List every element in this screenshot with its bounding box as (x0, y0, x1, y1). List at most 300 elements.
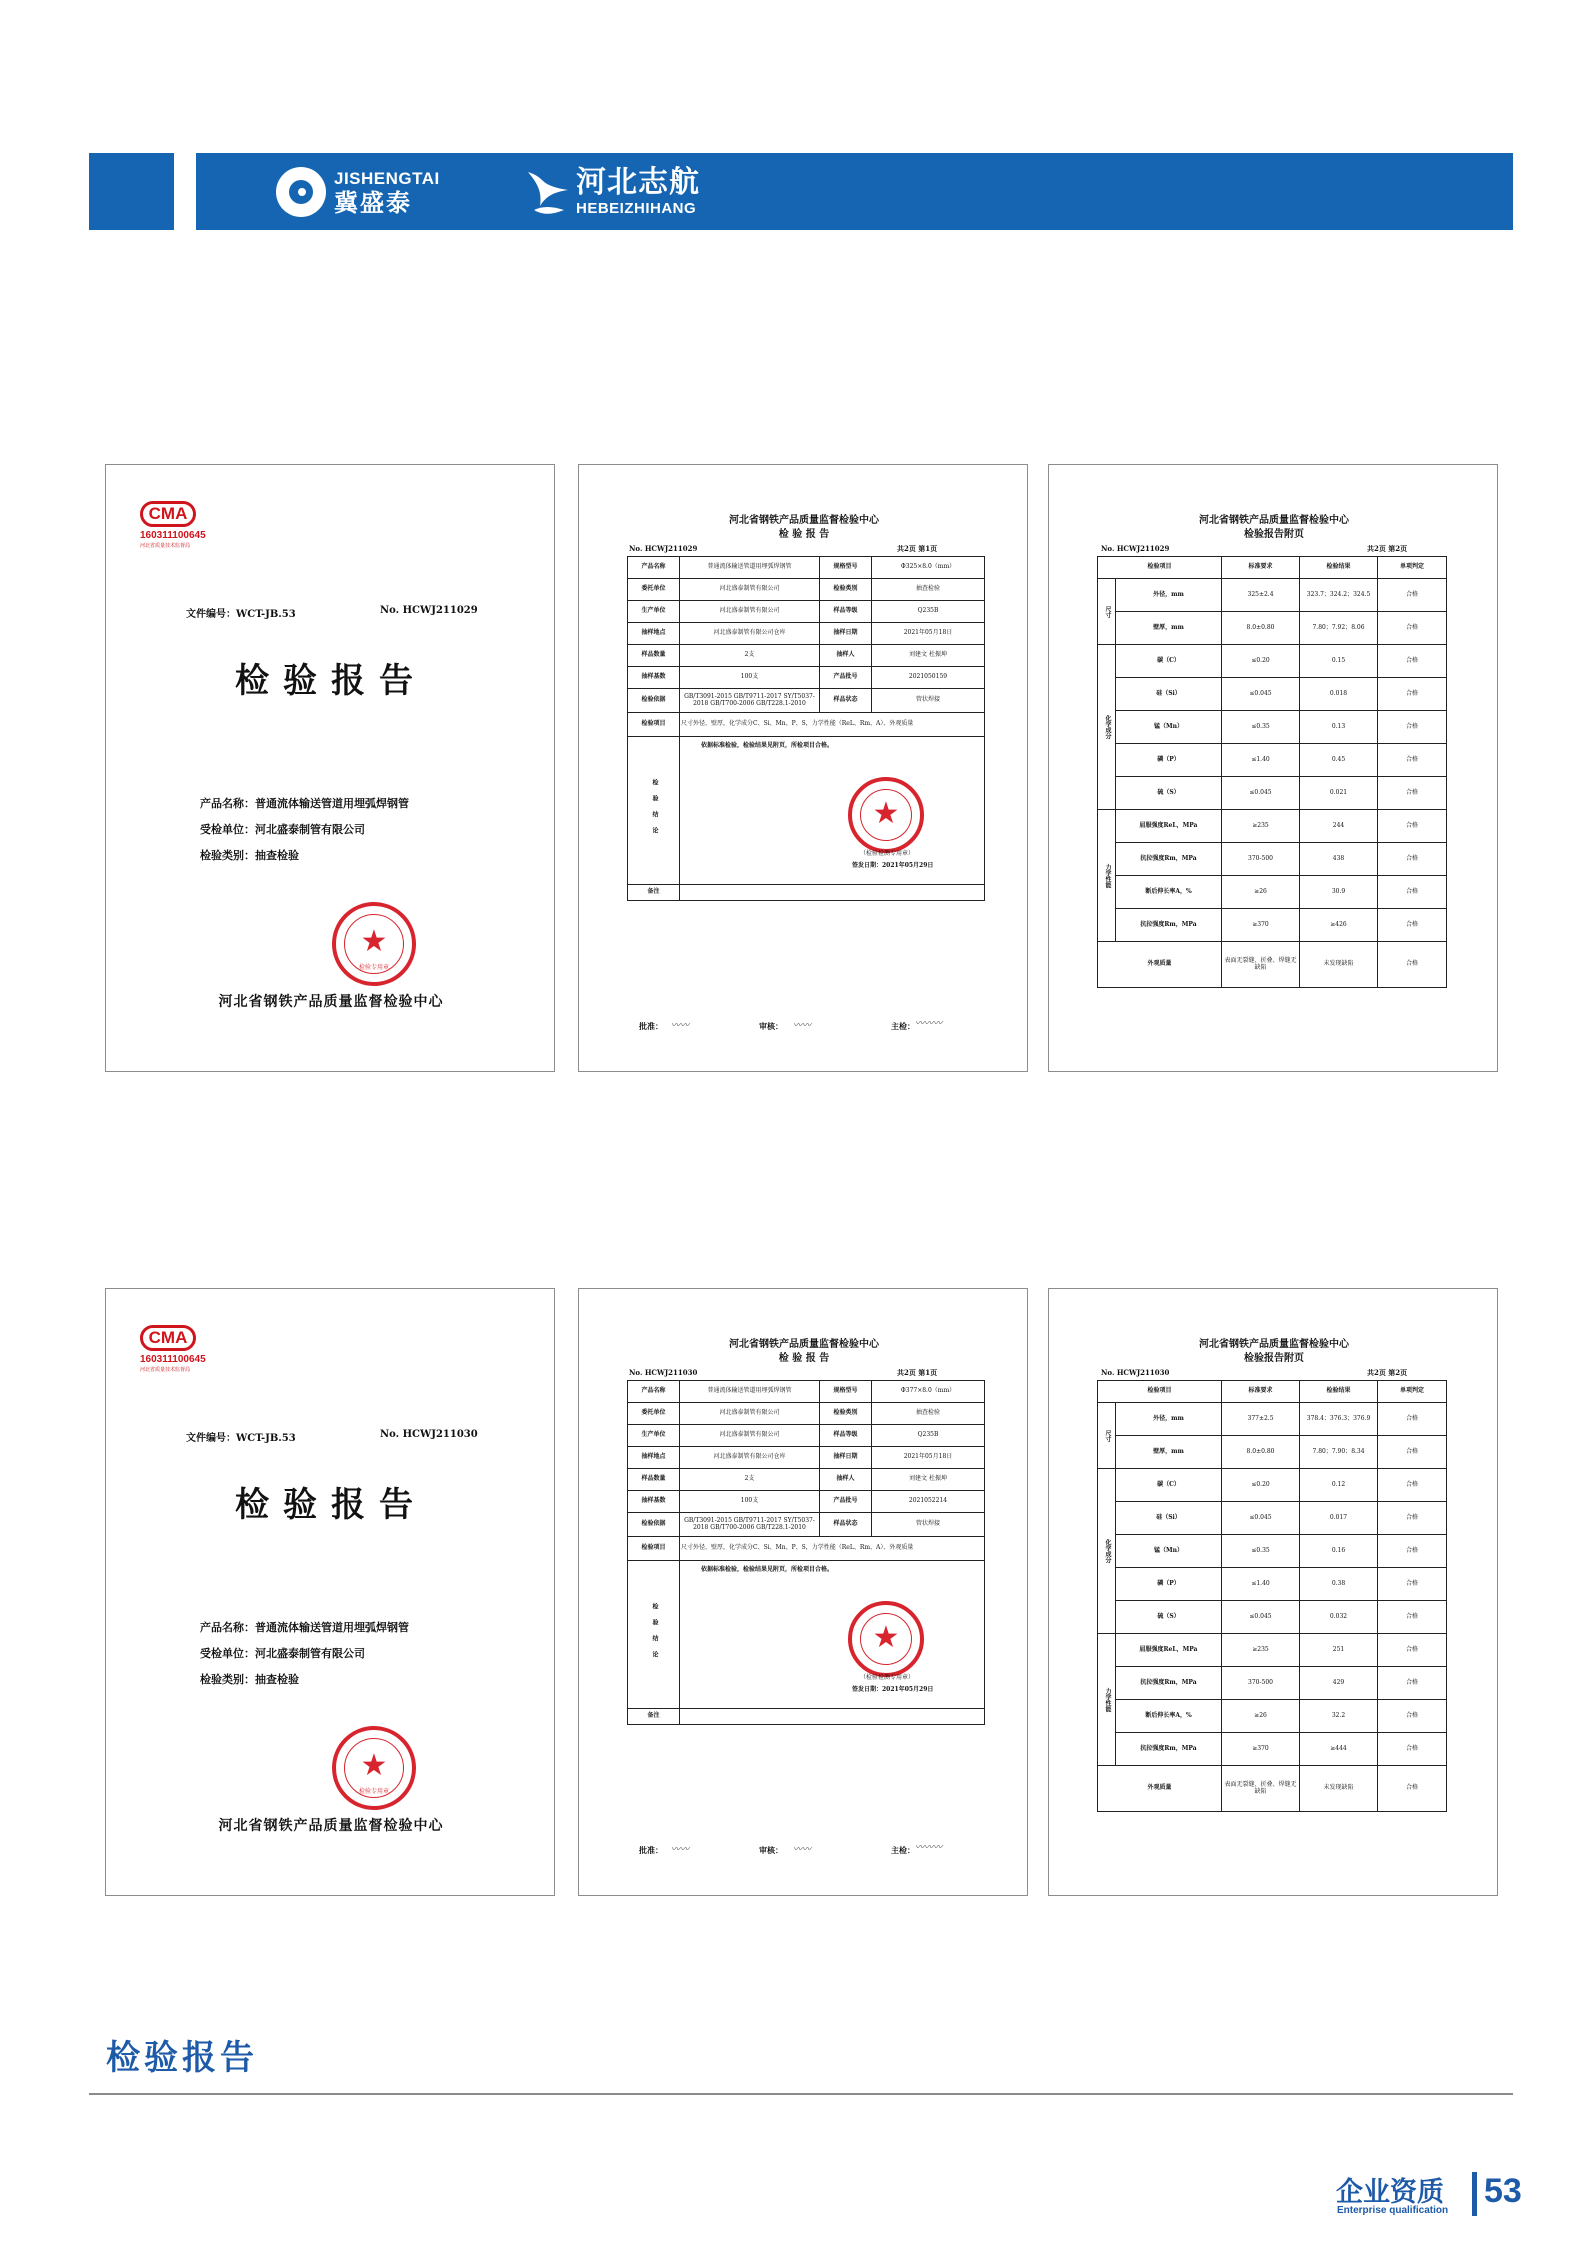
annex-row (1098, 711, 1447, 744)
field-value: Φ325×8.0（mm） (872, 557, 985, 579)
page-indicator: 共2页 第1页 (897, 544, 938, 553)
annex-result: 未发现缺陷 (1300, 1766, 1378, 1812)
annex-group-label: 尺寸 (1098, 579, 1116, 645)
annex-item: 锰（Mn） (1116, 1535, 1222, 1568)
annex-row (1098, 777, 1447, 810)
annex-result: 0.38 (1300, 1568, 1378, 1601)
report-title: 检 验 报 告 (778, 1353, 830, 1364)
inspector-label: 主检： (891, 1021, 915, 1031)
annex-row (1098, 1601, 1447, 1634)
annex-verdict: 合格 (1378, 1568, 1447, 1601)
approver-signature: 〰〰 (671, 1845, 690, 1855)
annex-standard: 377±2.5 (1222, 1403, 1300, 1436)
field-value: 管状焊接 (872, 689, 985, 713)
jishengtai-logo (276, 165, 440, 219)
field-value: 普通流体输送管道用埋弧焊钢管 (680, 1381, 820, 1403)
reviewer-label: 审核： (759, 1845, 783, 1855)
field-value: 河北盛泰制管有限公司仓库 (680, 623, 820, 645)
annex-item: 壁厚，mm (1116, 612, 1222, 645)
annex-number: No. HCWJ211029 (1101, 544, 1170, 553)
field-value: 刘建文 杜振坤 (872, 645, 985, 667)
field-label: 规格型号 (820, 1381, 872, 1403)
cma-issuer: 河北省质量技术监督局 (140, 543, 191, 549)
annex-org: 河北省钢铁产品质量监督检验中心 (1199, 1339, 1349, 1350)
annex-row (1098, 1568, 1447, 1601)
approver-signature: 〰〰 (671, 1021, 690, 1031)
annex-group-label: 尺寸 (1098, 1403, 1116, 1469)
header-band (196, 153, 1513, 230)
annex-row (1098, 843, 1447, 876)
annex-standard: ≥235 (1222, 1634, 1300, 1667)
field-value: GB/T3091-2015 GB/T9711-2017 SY/T5037-2018 GB/T700-2006 GB/T228.1-2010 (680, 689, 820, 713)
annex-result: 323.7；324.2；324.5 (1300, 579, 1378, 612)
cma-issuer: 河北省质量技术监督局 (140, 1367, 191, 1373)
annex-table (1097, 556, 1447, 988)
annex-verdict: 合格 (1378, 744, 1447, 777)
annex-verdict: 合格 (1378, 645, 1447, 678)
annex-group-label: 化学成分 (1098, 1469, 1116, 1634)
field-value: 100支 (680, 1491, 820, 1513)
annex-result: 378.4；376.3；376.9 (1300, 1403, 1378, 1436)
field-value: 100支 (680, 667, 820, 689)
field-label: 检验依据 (628, 689, 680, 713)
annex-standard: ≤0.20 (1222, 645, 1300, 678)
annex-item: 锰（Mn） (1116, 711, 1222, 744)
field-value: 刘建文 杜振坤 (872, 1469, 985, 1491)
official-seal-icon: ★ (848, 777, 924, 853)
annex-verdict: 合格 (1378, 843, 1447, 876)
client-unit: 受检单位：河北盛泰制管有限公司 (200, 823, 365, 836)
annex-row (1098, 1535, 1447, 1568)
field-value: Φ377×8.0（mm） (872, 1381, 985, 1403)
report-row (628, 1403, 985, 1425)
report-cover-card (105, 1288, 555, 1896)
annex-result: 429 (1300, 1667, 1378, 1700)
annex-item: 外观质量 (1098, 942, 1222, 988)
report-row (628, 667, 985, 689)
report-title: 检 验 报 告 (778, 529, 830, 540)
conclusion-text: 依据标准检验，检验结果见附页，所检项目合格。 (701, 1566, 834, 1573)
field-label: 检验依据 (628, 1513, 680, 1537)
annex-verdict: 合格 (1378, 711, 1447, 744)
official-seal-icon: ★ (848, 1601, 924, 1677)
report-row (628, 1469, 985, 1491)
field-label: 产品批号 (820, 667, 872, 689)
annex-verdict: 合格 (1378, 1535, 1447, 1568)
annex-item: 抗拉强度Rm，MPa (1116, 843, 1222, 876)
annex-item: 断后伸长率A，% (1116, 876, 1222, 909)
annex-title: 检验报告附页 (1244, 529, 1304, 540)
annex-verdict: 合格 (1378, 1502, 1447, 1535)
annex-page-indicator: 共2页 第2页 (1367, 1368, 1408, 1377)
approver-label: 批准： (639, 1021, 663, 1031)
field-value: 河北盛泰制管有限公司 (680, 1425, 820, 1447)
annex-result: 438 (1300, 843, 1378, 876)
report-row (628, 645, 985, 667)
page-indicator: 共2页 第1页 (897, 1368, 938, 1377)
annex-item: 外径，mm (1116, 1403, 1222, 1436)
conclusion-text: 依据标准检验，检验结果见附页，所检项目合格。 (701, 742, 834, 749)
report-row (628, 1381, 985, 1403)
annex-item: 抗拉强度Rm，MPa (1116, 1733, 1222, 1766)
report-row (628, 713, 985, 737)
annex-item: 碳（C） (1116, 645, 1222, 678)
footer-label-cn: 企业资质 (1336, 2177, 1444, 2208)
field-value: 2021年05月18日 (872, 623, 985, 645)
field-value: 普通流体输送管道用埋弧焊钢管 (680, 557, 820, 579)
annex-result: 0.15 (1300, 645, 1378, 678)
annex-row (1098, 612, 1447, 645)
annex-result: 0.45 (1300, 744, 1378, 777)
cma-number: 160311100645 (140, 530, 206, 541)
annex-appearance-row (1098, 942, 1447, 988)
official-seal-icon: ★ 检验专用章 (332, 1726, 416, 1810)
field-label: 抽样地点 (628, 623, 680, 645)
issuing-organization: 河北省钢铁产品质量监督检验中心 (218, 994, 444, 1010)
report-table (627, 1380, 985, 1725)
field-value: 河北盛泰制管有限公司 (680, 1403, 820, 1425)
inspector-signature: 〰〰〰 (915, 1843, 943, 1853)
field-label: 样品等级 (820, 601, 872, 623)
file-number: 文件编号：WCT-JB.53 (186, 609, 296, 620)
annex-item: 屈服强度ReL，MPa (1116, 810, 1222, 843)
conclusion-label: 检验结论 (628, 737, 680, 885)
header-accent-block (89, 153, 174, 230)
annex-appearance-row (1098, 1766, 1447, 1812)
annex-verdict: 合格 (1378, 1733, 1447, 1766)
report-row (628, 689, 985, 713)
field-value: 2021052214 (872, 1491, 985, 1513)
cover-title: 检验报告 (235, 1485, 427, 1525)
sign-date: 签发日期：2021年05月29日 (852, 862, 934, 869)
product-name: 产品名称：普通流体输送管道用埋弧焊钢管 (200, 797, 409, 810)
field-label: 抽样日期 (820, 623, 872, 645)
annex-result: 7.80；7.92；8.06 (1300, 612, 1378, 645)
annex-item: 外观质量 (1098, 1766, 1222, 1812)
annex-result: 0.032 (1300, 1601, 1378, 1634)
annex-page-indicator: 共2页 第2页 (1367, 544, 1408, 553)
field-value: 管状焊接 (872, 1513, 985, 1537)
annex-table (1097, 1380, 1447, 1812)
file-number: 文件编号：WCT-JB.53 (186, 1433, 296, 1444)
annex-standard: 325±2.4 (1222, 579, 1300, 612)
annex-header: 单项判定 (1378, 557, 1447, 579)
inspector-signature: 〰〰〰 (915, 1019, 943, 1029)
annex-result: 0.018 (1300, 678, 1378, 711)
cma-mark (140, 501, 206, 549)
annex-title: 检验报告附页 (1244, 1353, 1304, 1364)
annex-result: 0.16 (1300, 1535, 1378, 1568)
annex-verdict: 合格 (1378, 777, 1447, 810)
annex-verdict: 合格 (1378, 1667, 1447, 1700)
jishengtai-logo-en: JISHENGTAI (334, 168, 440, 188)
annex-result: 30.9 (1300, 876, 1378, 909)
field-label: 样品等级 (820, 1425, 872, 1447)
annex-row (1098, 1436, 1447, 1469)
footer-label-en: Enterprise qualification (1337, 2205, 1449, 2216)
annex-row (1098, 1667, 1447, 1700)
field-value: 抽查检验 (872, 579, 985, 601)
approver-label: 批准： (639, 1845, 663, 1855)
field-label: 抽样基数 (628, 1491, 680, 1513)
hebeizhihang-logo-cn: 河北志航 (576, 165, 700, 200)
remarks-cell (680, 885, 985, 901)
annex-standard: 8.0±0.80 (1222, 1436, 1300, 1469)
page-number: 53 (1484, 2172, 1522, 2210)
remarks-label: 备注 (628, 1709, 680, 1725)
report-number: No. HCWJ211029 (629, 544, 698, 553)
report-main-card (578, 1288, 1028, 1896)
field-label: 样品数量 (628, 1469, 680, 1491)
field-label: 抽样基数 (628, 667, 680, 689)
annex-verdict: 合格 (1378, 1766, 1447, 1812)
annex-result: 0.13 (1300, 711, 1378, 744)
field-label: 抽样地点 (628, 1447, 680, 1469)
annex-item: 抗拉强度Rm，MPa (1116, 1667, 1222, 1700)
report-row (628, 579, 985, 601)
field-value: 河北盛泰制管有限公司仓库 (680, 1447, 820, 1469)
conclusion-cell (680, 1561, 985, 1709)
annex-item: 磷（P） (1116, 1568, 1222, 1601)
annex-verdict: 合格 (1378, 1601, 1447, 1634)
field-value: 2021年05月18日 (872, 1447, 985, 1469)
annex-verdict: 合格 (1378, 1436, 1447, 1469)
remarks-cell (680, 1709, 985, 1725)
field-value: 2支 (680, 645, 820, 667)
annex-header: 标准要求 (1222, 1381, 1300, 1403)
annex-verdict: 合格 (1378, 612, 1447, 645)
annex-row (1098, 1502, 1447, 1535)
annex-standard: ≤1.40 (1222, 744, 1300, 777)
annex-result: 7.80；7.90；8.34 (1300, 1436, 1378, 1469)
annex-header: 检验项目 (1098, 557, 1222, 579)
report-org: 河北省钢铁产品质量监督检验中心 (729, 515, 879, 526)
field-label: 检验类别 (820, 1403, 872, 1425)
annex-item: 抗拉强度Rm，MPa (1116, 909, 1222, 942)
annex-header: 标准要求 (1222, 557, 1300, 579)
cma-logo-icon: CMA (140, 501, 196, 527)
issuing-organization: 河北省钢铁产品质量监督检验中心 (218, 1818, 444, 1834)
report-row (628, 557, 985, 579)
annex-number: No. HCWJ211030 (1101, 1368, 1170, 1377)
annex-row (1098, 1403, 1447, 1436)
annex-result: 0.017 (1300, 1502, 1378, 1535)
reviewer-signature: 〰〰 (793, 1021, 812, 1031)
field-value: 2支 (680, 1469, 820, 1491)
annex-standard: ≥26 (1222, 1700, 1300, 1733)
report-row (628, 1425, 985, 1447)
annex-verdict: 合格 (1378, 942, 1447, 988)
annex-verdict: 合格 (1378, 1634, 1447, 1667)
report-row (628, 601, 985, 623)
reviewer-label: 审核： (759, 1021, 783, 1031)
report-number: No. HCWJ211030 (629, 1368, 698, 1377)
report-row (628, 1513, 985, 1537)
annex-result: 251 (1300, 1634, 1378, 1667)
annex-standard: ≥370 (1222, 909, 1300, 942)
field-label: 委托单位 (628, 1403, 680, 1425)
annex-header-row (1098, 1381, 1447, 1403)
annex-row (1098, 678, 1447, 711)
field-value: 河北盛泰制管有限公司 (680, 601, 820, 623)
annex-standard: ≤0.35 (1222, 1535, 1300, 1568)
annex-standard: ≥235 (1222, 810, 1300, 843)
product-name: 产品名称：普通流体输送管道用埋弧焊钢管 (200, 1621, 409, 1634)
field-label: 检验项目 (628, 1537, 680, 1561)
annex-standard: 表面无裂缝、折叠、焊缝无缺陷 (1222, 942, 1300, 988)
field-label: 抽样人 (820, 645, 872, 667)
annex-item: 硅（Si） (1116, 1502, 1222, 1535)
seal-caption: （检验检测专用章） (860, 850, 915, 857)
annex-verdict: 合格 (1378, 1403, 1447, 1436)
sign-date: 签发日期：2021年05月29日 (852, 1686, 934, 1693)
field-value: 2021050159 (872, 667, 985, 689)
field-label: 委托单位 (628, 579, 680, 601)
report-row (628, 1491, 985, 1513)
annex-result: ≥426 (1300, 909, 1378, 942)
annex-verdict: 合格 (1378, 678, 1447, 711)
field-label: 规格型号 (820, 557, 872, 579)
field-value: Q235B (872, 1425, 985, 1447)
conclusion-label: 检验结论 (628, 1561, 680, 1709)
field-label: 检验类别 (820, 579, 872, 601)
footer-divider (1472, 2172, 1477, 2216)
report-row (628, 1537, 985, 1561)
annex-result: 0.021 (1300, 777, 1378, 810)
annex-group-label: 力学性能 (1098, 1634, 1116, 1766)
inspector-label: 主检： (891, 1845, 915, 1855)
annex-verdict: 合格 (1378, 876, 1447, 909)
report-row (628, 1447, 985, 1469)
annex-verdict: 合格 (1378, 1469, 1447, 1502)
annex-standard: ≤0.20 (1222, 1469, 1300, 1502)
annex-row (1098, 1700, 1447, 1733)
inspection-type: 检验类别：抽查检验 (200, 1673, 299, 1686)
report-table (627, 556, 985, 901)
annex-standard: 370-500 (1222, 1667, 1300, 1700)
jishengtai-logo-cn: 冀盛泰 (334, 188, 412, 217)
annex-group-label: 力学性能 (1098, 810, 1116, 942)
field-label: 产品名称 (628, 557, 680, 579)
annex-verdict: 合格 (1378, 1700, 1447, 1733)
report-row (628, 623, 985, 645)
field-value: 尺寸外径、壁厚，化学成分C、Si、Mn、P、S，力学性能（ReL、Rm、A）、外观质量 (680, 713, 985, 737)
report-annex-card (1048, 1288, 1498, 1896)
annex-result: 32.2 (1300, 1700, 1378, 1733)
annex-item: 硅（Si） (1116, 678, 1222, 711)
annex-standard: ≤1.40 (1222, 1568, 1300, 1601)
report-annex-card (1048, 464, 1498, 1072)
annex-result: ≥444 (1300, 1733, 1378, 1766)
annex-standard: 表面无裂缝、折叠、焊缝无缺陷 (1222, 1766, 1300, 1812)
swallow-emblem-icon (524, 166, 570, 218)
field-value: 尺寸外径、壁厚，化学成分C、Si、Mn、P、S，力学性能（ReL、Rm、A）、外观质量 (680, 1537, 985, 1561)
cma-logo-icon: CMA (140, 1325, 196, 1351)
annex-verdict: 合格 (1378, 909, 1447, 942)
section-title: 检验报告 (106, 2038, 258, 2078)
field-value: GB/T3091-2015 GB/T9711-2017 SY/T5037-2018 GB/T700-2006 GB/T228.1-2010 (680, 1513, 820, 1537)
annex-item: 外径，mm (1116, 579, 1222, 612)
annex-item: 壁厚，mm (1116, 1436, 1222, 1469)
annex-item: 屈服强度ReL，MPa (1116, 1634, 1222, 1667)
annex-row (1098, 1634, 1447, 1667)
reviewer-signature: 〰〰 (793, 1845, 812, 1855)
annex-verdict: 合格 (1378, 810, 1447, 843)
field-value: 抽查检验 (872, 1403, 985, 1425)
cma-number: 160311100645 (140, 1354, 206, 1365)
annex-row (1098, 1469, 1447, 1502)
annex-row (1098, 1733, 1447, 1766)
annex-row (1098, 744, 1447, 777)
annex-row (1098, 909, 1447, 942)
annex-result: 244 (1300, 810, 1378, 843)
annex-item: 硫（S） (1116, 1601, 1222, 1634)
annex-item: 断后伸长率A，% (1116, 1700, 1222, 1733)
annex-standard: ≤0.35 (1222, 711, 1300, 744)
annex-standard: 8.0±0.80 (1222, 612, 1300, 645)
field-label: 产品名称 (628, 1381, 680, 1403)
annex-standard: ≤0.045 (1222, 678, 1300, 711)
annex-standard: ≤0.045 (1222, 777, 1300, 810)
annex-row (1098, 876, 1447, 909)
annex-standard: ≤0.045 (1222, 1601, 1300, 1634)
annex-standard: 370-500 (1222, 843, 1300, 876)
cover-title: 检验报告 (235, 661, 427, 701)
field-label: 检验项目 (628, 713, 680, 737)
report-rows (628, 557, 985, 737)
annex-result: 未发现缺陷 (1300, 942, 1378, 988)
field-label: 产品批号 (820, 1491, 872, 1513)
official-seal-icon: ★ 检验专用章 (332, 902, 416, 986)
annex-header: 检验项目 (1098, 1381, 1222, 1403)
field-label: 样品状态 (820, 689, 872, 713)
page-footer (1336, 2170, 1536, 2220)
annex-header: 检验结果 (1300, 557, 1378, 579)
field-value: 河北盛泰制管有限公司 (680, 579, 820, 601)
annex-row (1098, 579, 1447, 612)
annex-standard: ≥26 (1222, 876, 1300, 909)
annex-item: 硫（S） (1116, 777, 1222, 810)
hebeizhihang-logo-en: HEBEIZHIHANG (576, 200, 697, 217)
field-label: 抽样人 (820, 1469, 872, 1491)
annex-standard: ≥370 (1222, 1733, 1300, 1766)
field-label: 样品数量 (628, 645, 680, 667)
field-label: 生产单位 (628, 1425, 680, 1447)
inspection-type: 检验类别：抽查检验 (200, 849, 299, 862)
report-rows (628, 1381, 985, 1561)
hebeizhihang-logo (524, 163, 700, 221)
annex-header-row (1098, 557, 1447, 579)
annex-verdict: 合格 (1378, 579, 1447, 612)
section-divider (89, 2093, 1513, 2095)
field-value: Q235B (872, 601, 985, 623)
annex-header: 单项判定 (1378, 1381, 1447, 1403)
remarks-label: 备注 (628, 885, 680, 901)
annex-item: 磷（P） (1116, 744, 1222, 777)
annex-item: 碳（C） (1116, 1469, 1222, 1502)
report-number: No. HCWJ211029 (380, 605, 478, 616)
annex-standard: ≤0.045 (1222, 1502, 1300, 1535)
seal-caption: （检验检测专用章） (860, 1674, 915, 1681)
report-org: 河北省钢铁产品质量监督检验中心 (729, 1339, 879, 1350)
field-label: 抽样日期 (820, 1447, 872, 1469)
annex-org: 河北省钢铁产品质量监督检验中心 (1199, 515, 1349, 526)
cma-mark (140, 1325, 206, 1373)
report-main-card (578, 464, 1028, 1072)
client-unit: 受检单位：河北盛泰制管有限公司 (200, 1647, 365, 1660)
field-label: 样品状态 (820, 1513, 872, 1537)
conclusion-cell (680, 737, 985, 885)
